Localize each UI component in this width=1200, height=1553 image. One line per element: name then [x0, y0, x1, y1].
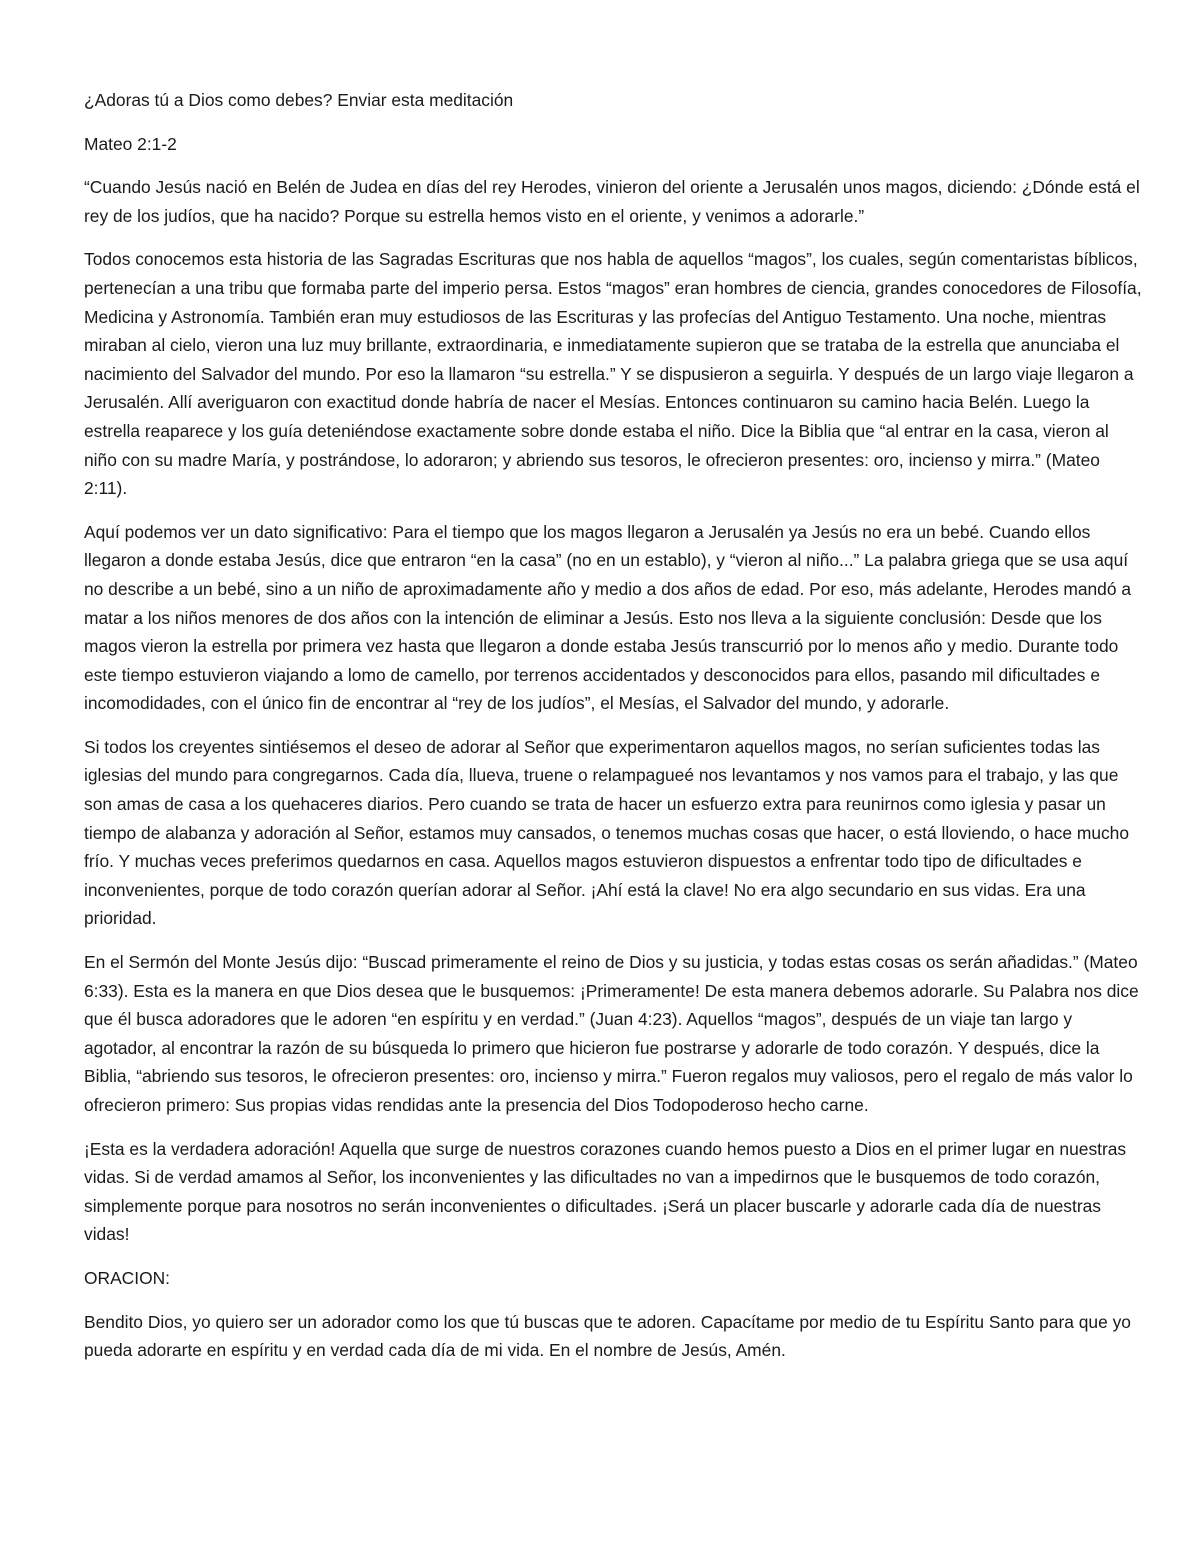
scripture-quote: “Cuando Jesús nació en Belén de Judea en días del rey Herodes, vinieron del oriente a Jerusalén unos magos, diciendo: ¿Dónde está el rey de los judíos, que ha nacido? Porque su estrella hemos visto en el oriente, y venimos a adorarle.”	[84, 177, 1140, 226]
document-title: ¿Adoras tú a Dios como debes? Enviar esta meditación	[84, 90, 514, 110]
prayer-text: Bendito Dios, yo quiero ser un adorador como los que tú buscas que te adoren. Capacítame por medio de tu Espíritu Santo para que yo pueda adorarte en espíritu y en verdad cada día de mi vida. En el nombre de Jesús, Amén.	[84, 1311, 1131, 1361]
scripture-reference: Mateo 2:1-2	[84, 133, 177, 154]
body-paragraph: Todos conocemos esta historia de las Sagradas Escrituras que nos habla de aquellos “magos”, los cuales, según comentaristas bíblicos, pertenecían a una tribu que formaba parte del imperio persa. Estos “magos” eran hombres de ciencia, grandes conocedores de Filosofía, Medicina y Astronomía. También eran muy estudiosos de las Escrituras y las profecías del Antiguo Testamento. Una noche, mientras miraban al cielo, vieron una luz muy brillante, extraordinaria, e inmediatamente supieron que se trataba de la estrella que anunciaba el nacimiento del Salvador del mundo. Por eso la llamaron “su estrella.” Y se dispusieron a seguirla. Y después de un largo viaje llegaron a Jerusalén. Allí averiguaron con exactitud donde habría de nacer el Mesías. Entonces continuaron su camino hacia Belén. Luego la estrella reaparece y los guía deteniéndose exactamente sobre donde estaba el niño. Dice la Biblia que “al entrar en la casa, vieron al niño con su madre María, y postrándose, lo adoraron; y abriendo sus tesoros, le ofrecieron presentes: oro, incienso y mirra.” (Mateo 2:11).	[84, 249, 1142, 499]
body-paragraph: En el Sermón del Monte Jesús dijo: “Buscad primeramente el reino de Dios y su justicia, y todas estas cosas os serán añadidas.” (Mateo 6:33). Esta es la manera en que Dios desea que le busquemos: ¡Primeramente! De esta manera debemos adorarle. Su Palabra nos dice que él busca adoradores que le adoren “en espíritu y en verdad.” (Juan 4:23). Aquellos “magos”, después de un viaje tan largo y agotador, al encontrar la razón de su búsqueda lo primero que hicieron fue postrarse y adorarle de todo corazón. Y después, dice la Biblia, “abriendo sus tesoros, le ofrecieron presentes: oro, incienso y mirra.” Fueron regalos muy valiosos, pero el regalo de más valor lo ofrecieron primero: Sus propias vidas rendidas ante la presencia del Dios Todopoderoso hecho carne.	[84, 952, 1139, 1115]
body-paragraph: Aquí podemos ver un dato significativo: Para el tiempo que los magos llegaron a Jerusalén ya Jesús no era un bebé. Cuando ellos llegaron a donde estaba Jesús, dice que entraron “en la casa” (no en un establo), y “vieron al niño...” La palabra griega que se usa aquí no describe a un bebé, sino a un niño de aproximadamente año y medio a dos años de edad. Por eso, más adelante, Herodes mandó a matar a los niños menores de dos años con la intención de eliminar a Jesús. Esto nos lleva a la siguiente conclusión: Desde que los magos vieron la estrella por primera vez hasta que llegaron a donde estaba Jesús transcurrió por lo menos año y medio. Durante todo este tiempo estuvieron viajando a lomo de camello, por terrenos accidentados y desconocidos para ellos, pasando mil dificultades e incomodidades, con el único fin de encontrar al “rey de los judíos”, el Mesías, el Salvador del mundo, y adorarle.	[84, 521, 1132, 714]
document-page	[84, 86, 1146, 1380]
prayer-heading: ORACION:	[84, 1267, 170, 1288]
body-paragraph: ¡Esta es la verdadera adoración! Aquella que surge de nuestros corazones cuando hemos puesto a Dios en el primer lugar en nuestras vidas. Si de verdad amamos al Señor, los inconvenientes y las dificultades no van a impedirnos que le busquemos de todo corazón, simplemente porque para nosotros no serán inconvenientes o dificultades. ¡Será un placer buscarle y adorarle cada día de nuestras vidas!	[84, 1138, 1127, 1245]
body-paragraph: Si todos los creyentes sintiésemos el deseo de adorar al Señor que experimentaron aquellos magos, no serían suficientes todas las iglesias del mundo para congregarnos. Cada día, llueva, truene o relampagueé nos levantamos y nos vamos para el trabajo, y las que son amas de casa a los quehaceres diarios. Pero cuando se trata de hacer un esfuerzo extra para reunirnos como iglesia y pasar un tiempo de alabanza y adoración al Señor, estamos muy cansados, o tenemos muchas cosas que hacer, o está lloviendo, o hace mucho frío. Y muchas veces preferimos quedarnos en casa. Aquellos magos estuvieron dispuestos a enfrentar todo tipo de dificultades e inconvenientes, porque de todo corazón querían adorar al Señor. ¡Ahí está la clave! No era algo secundario en sus vidas. Era una prioridad.	[84, 736, 1130, 929]
